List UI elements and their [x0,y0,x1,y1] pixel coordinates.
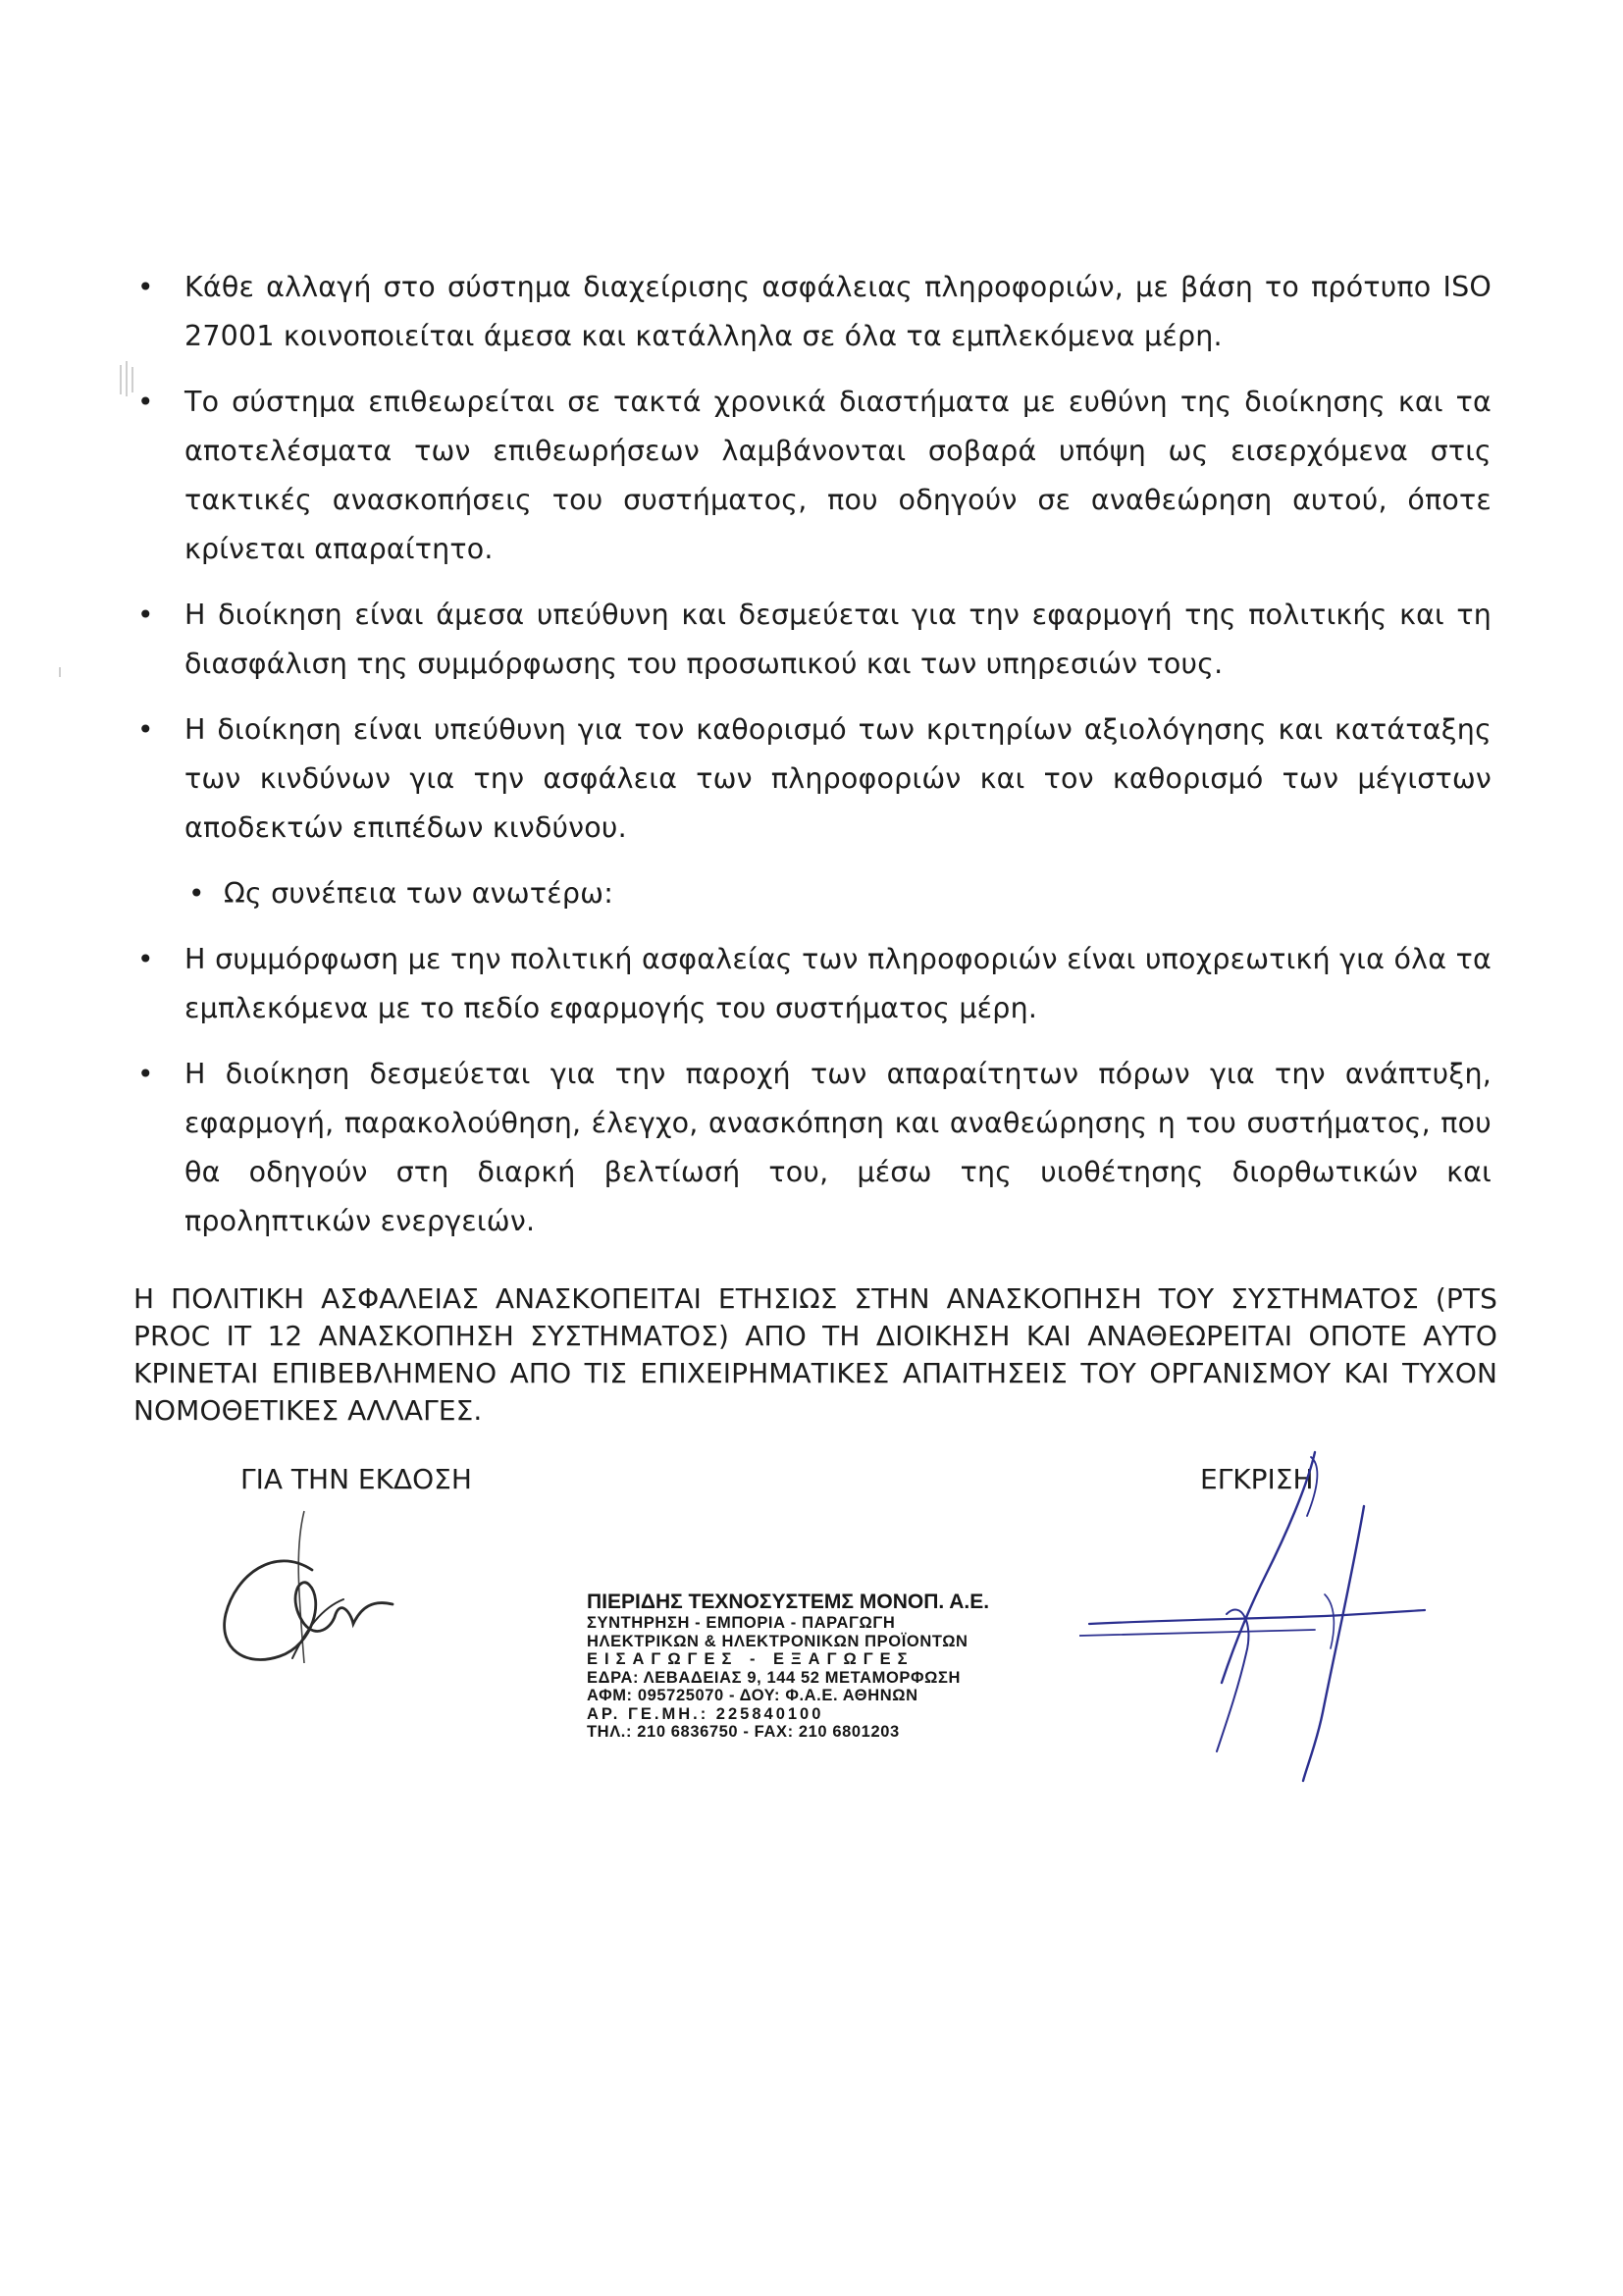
stamp-phones: ΤΗΛ.: 210 6836750 - FAX: 210 6801203 [587,1723,900,1741]
scan-speck [126,361,128,396]
issue-label: ΓΙΑ ΤΗΝ ΕΚΔΟΣΗ [240,1463,472,1495]
scan-speck [131,367,133,392]
policy-bullet: • Η διοίκηση δεσμεύεται για την παροχή των απαραίτητων πόρων για την ανάπτυξη, εφαρμογή, παρακολούθηση, έλεγχο, ανασκόπηση και αναθεώρησης η του συστήματος, που θα οδηγούν στη διαρκή βελτίωσή του, μέσω της υιοθέτησης διορθωτικών και προληπτικών ενεργειών. [137,1050,1492,1246]
stamp-trade: ΕΙΣΑΓΩΓΕΣ - ΕΞΑΓΩΓΕΣ [587,1650,915,1668]
policy-bullet: • Η διοίκηση είναι υπεύθυνη για τον καθορισμό των κριτηρίων αξιολόγησης και κατάταξης των κινδύνων για την ασφάλεια των πληροφοριών και τον καθορισμό των μέγιστων αποδεκτών επιπέδων κινδύνου. [137,705,1492,853]
policy-sub-bullet: • Ως συνέπεια των ανωτέρω: [137,869,1492,918]
approval-label: ΕΓΚΡΙΣΗ [1200,1463,1314,1495]
scan-speck [120,365,122,394]
policy-bullet-list [137,263,1492,1263]
company-stamp [587,1590,1097,1742]
policy-bullet: • Το σύστημα επιθεωρείται σε τακτά χρονικά διαστήματα με ευθύνη της διοίκησης και τα αποτελέσματα των επιθεωρήσεων λαμβάνονται σοβαρά υπόψη ως εισερχόμενα στις τακτικές ανασκοπήσεις του συστήματος, που οδηγούν σε αναθεώρηση αυτού, όποτε κρίνεται απαραίτητο. [137,378,1492,574]
policy-bullet: • Η συμμόρφωση με την πολιτική ασφαλείας των πληροφοριών είναι υποχρεωτική για όλα τα εμπλεκόμενα με το πεδίο εφαρμογής του συστήματος μέρη. [137,935,1492,1033]
stamp-tax: ΑΦΜ: 095725070 - ΔΟΥ: Φ.Α.Ε. ΑΘΗΝΩΝ [587,1687,918,1704]
scan-speck [59,667,61,677]
stamp-activity: ΣΥΝΤΗΡΗΣΗ - ΕΜΠΟΡΙΑ - ΠΑΡΑΓΩΓΗ [587,1614,896,1632]
stamp-address: ΕΔΡΑ: ΛΕΒΑΔΕΙΑΣ 9, 144 52 ΜΕΤΑΜΟΡΦΩΣΗ [587,1668,962,1687]
stamp-company-name: ΠΙΕΡΙΔΗΣ ΤΕΧΝΟΣΥΣΤΕΜΣ ΜΟΝΟΠ. Α.Ε. [587,1591,990,1613]
issuer-signature [206,1491,432,1688]
policy-bullet: • Κάθε αλλαγή στο σύστημα διαχείρισης ασφάλειας πληροφοριών, με βάση το πρότυπο ISO 27001 κοινοποιείται άμεσα και κατάλληλα σε όλα τα εμπλεκόμενα μέρη. [137,263,1492,361]
stamp-products: ΗΛΕΚΤΡΙΚΩΝ & ΗΛΕΚΤΡΟΝΙΚΩΝ ΠΡΟΪΟΝΤΩΝ [587,1632,969,1650]
review-statement: Η ΠΟΛΙΤΙΚΗ ΑΣΦΑΛΕΙΑΣ ΑΝΑΣΚΟΠΕΙΤΑΙ ΕΤΗΣΙΩΣ ΣΤΗΝ ΑΝΑΣΚΟΠΗΣΗ ΤΟΥ ΣΥΣΤΗΜΑΤΟΣ (PTS PROC IT 12 ΑΝΑΣΚΟΠΗΣΗ ΣΥΣΤΗΜΑΤΟΣ) ΑΠΟ ΤΗ ΔΙΟΙΚΗΣΗ ΚΑΙ ΑΝΑΘΕΩΡΕΙΤΑΙ ΟΠΟΤΕ ΑΥΤΟ ΚΡΙΝΕΤΑΙ ΕΠΙΒΕΒΛΗΜΕΝΟ ΑΠΟ ΤΙΣ ΕΠΙΧΕΙΡΗΜΑΤΙΚΕΣ ΑΠΑΙΤΗΣΕΙΣ ΤΟΥ ΟΡΓΑΝΙΣΜΟΥ ΚΑΙ ΤΥΧΟΝ ΝΟΜΟΘΕΤΙΚΕΣ ΑΛΛΑΓΕΣ. [133,1282,1497,1427]
policy-bullet: • Η διοίκηση είναι άμεσα υπεύθυνη και δεσμεύεται για την εφαρμογή της πολιτικής και τη διασφάλιση της συμμόρφωσης του προσωπικού και των υπηρεσιών τους. [137,591,1492,689]
stamp-registry: ΑΡ. ΓΕ.ΜΗ.: 225840100 [587,1704,824,1723]
